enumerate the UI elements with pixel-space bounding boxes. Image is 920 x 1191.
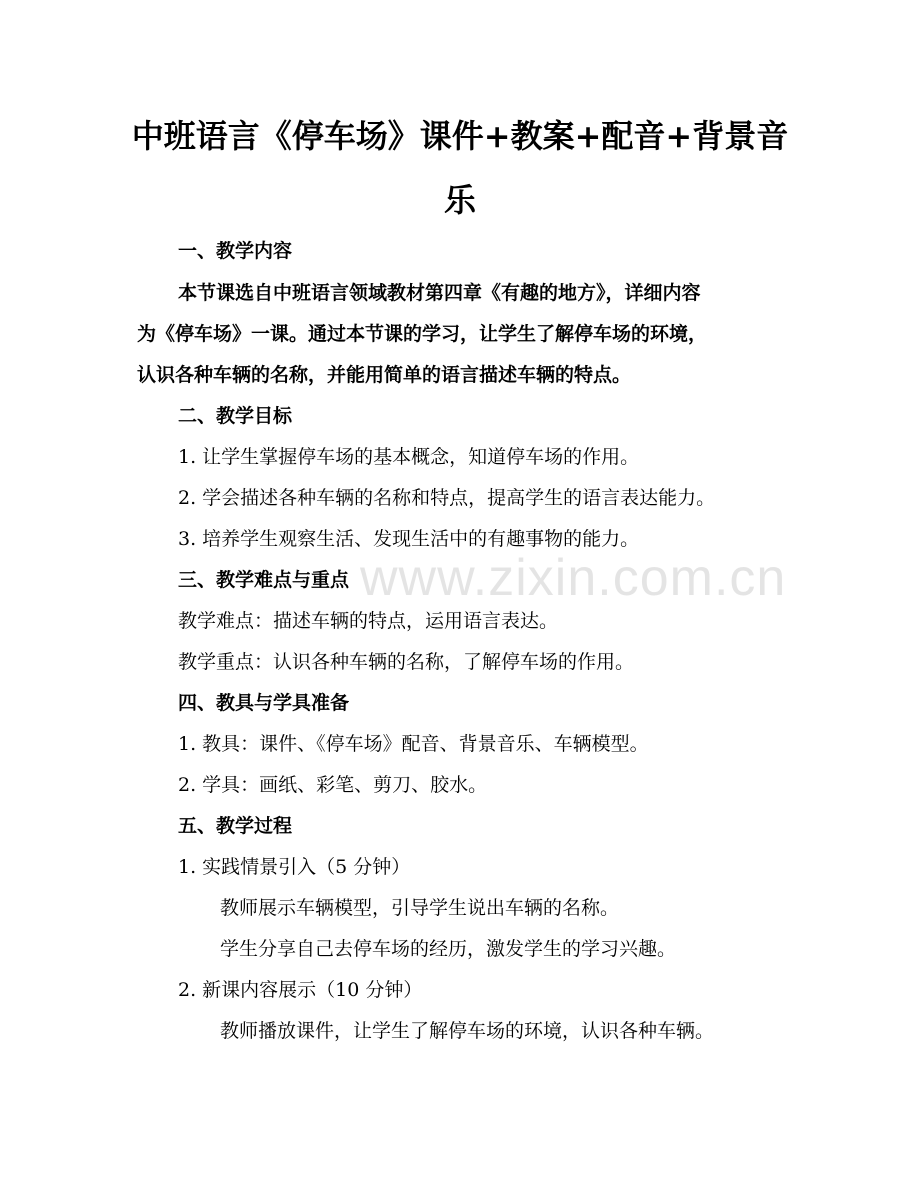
material-item: 1. 教具：课件、《停车场》配音、背景音乐、车辆模型。 [178, 733, 649, 755]
section-heading-key-points: 三、教学难点与重点 [178, 569, 350, 591]
goal-item: 2. 学会描述各种车辆的名称和特点，提高学生的语言表达能力。 [178, 487, 716, 509]
section-heading-content: 一、教学内容 [178, 240, 293, 262]
content-paragraph-line: 本节课选自中班语言领域教材第四章《有趣的地方》，详细内容 [178, 282, 701, 304]
content-paragraph-line: 为《停车场》一课。通过本节课的学习，让学生了解停车场的环境， [137, 323, 708, 345]
material-item: 2. 学具：画纸、彩笔、剪刀、胶水。 [178, 774, 488, 796]
key-point-item: 教学重点：认识各种车辆的名称，了解停车场的作用。 [178, 651, 635, 673]
process-step-line: 学生分享自己去停车场的经历，激发学生的学习兴趣。 [220, 938, 677, 960]
goal-item: 3. 培养学生观察生活、发现生活中的有趣事物的能力。 [178, 528, 640, 550]
section-heading-process: 五、教学过程 [178, 815, 293, 837]
content-paragraph-line: 认识各种车辆的名称，并能用简单的语言描述车辆的特点。 [137, 364, 632, 386]
process-step-label: 2. 新课内容展示（10 分钟） [178, 979, 423, 1001]
watermark: www.zixin.com.cn [360, 549, 787, 607]
process-step-label: 1. 实践情景引入（5 分钟） [178, 856, 411, 878]
section-heading-materials: 四、教具与学具准备 [178, 692, 350, 714]
section-heading-goals: 二、教学目标 [178, 405, 293, 427]
goal-item: 1. 让学生掌握停车场的基本概念，知道停车场的作用。 [178, 446, 640, 468]
process-step-line: 教师展示车辆模型，引导学生说出车辆的名称。 [220, 897, 620, 919]
key-point-item: 教学难点：描述车辆的特点，运用语言表达。 [178, 610, 559, 632]
process-step-line: 教师播放课件，让学生了解停车场的环境，认识各种车辆。 [220, 1020, 715, 1042]
page-title: 中班语言《停车场》课件+教案+配音+背景音乐 [131, 117, 789, 219]
